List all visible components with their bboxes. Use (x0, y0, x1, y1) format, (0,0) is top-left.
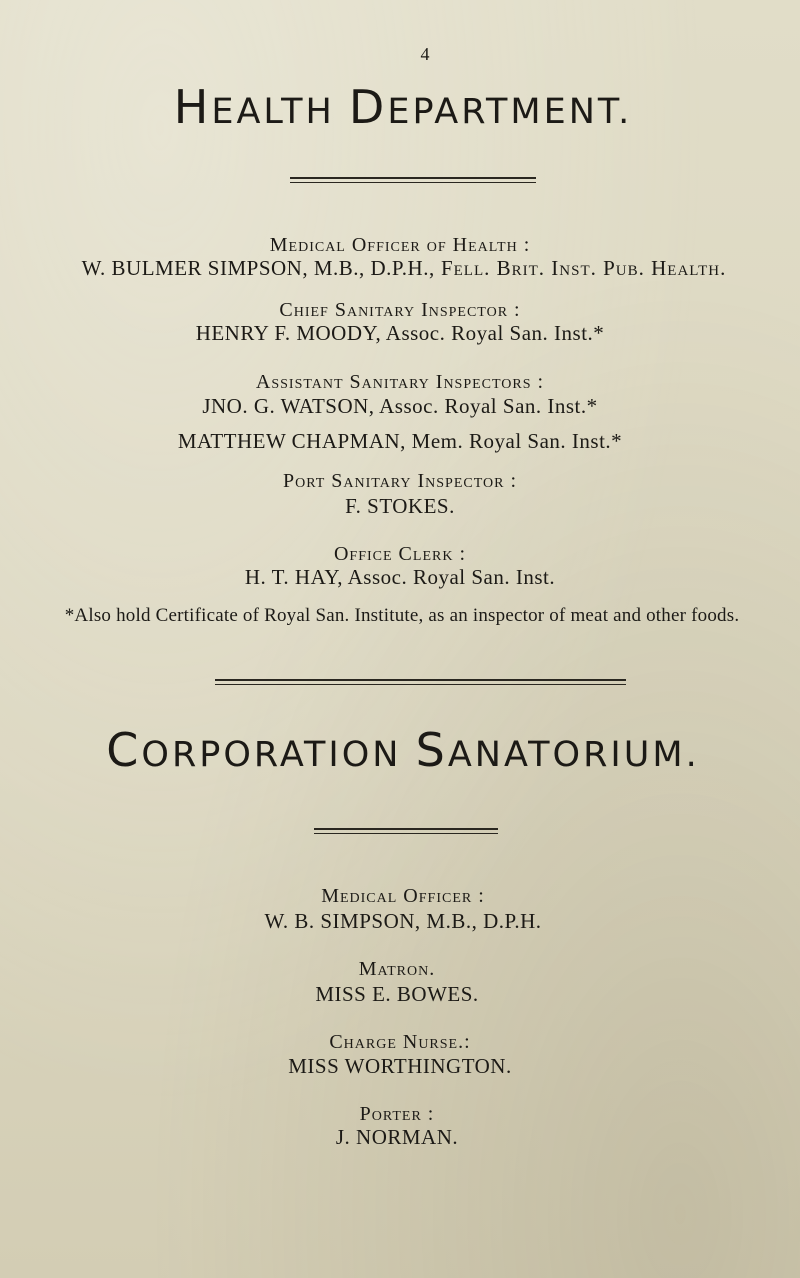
title-initial-d: D (348, 80, 388, 134)
assistant-inspector-name: JNO. G. WATSON, Assoc. Royal San. Inst.* (202, 394, 598, 418)
medical-officer-qualification: Fell. Brit. Inst. Pub. Health. (434, 256, 727, 280)
porter-name: J. NORMAN. (335, 1125, 459, 1149)
port-inspector-heading: Port Sanitary Inspector : (282, 470, 518, 492)
divider-rule (290, 177, 536, 183)
sanatorium-title (3, 723, 800, 777)
footnote: *Also hold Certificate of Royal San. Institute, as an inspector of meat and other foods. (64, 605, 740, 626)
title-rest-anatorium: ANATORIUM. (447, 735, 700, 775)
assistant-inspectors-heading: Assistant Sanitary Inspectors : (255, 371, 545, 393)
porter-heading: Porter : (359, 1103, 435, 1125)
title-rest-orporation: ORPORATION (141, 735, 416, 775)
medical-officer-name (4, 256, 800, 281)
assistant-inspector-name: MATTHEW CHAPMAN, Mem. Royal San. Inst.* (177, 429, 623, 453)
divider-rule (314, 828, 498, 834)
health-department-title (3, 80, 800, 134)
office-clerk-heading: Office Clerk : (333, 543, 466, 565)
title-initial-h: H (173, 80, 212, 134)
charge-nurse-heading: Charge Nurse.: (329, 1031, 471, 1053)
port-inspector-name: F. STOKES. (345, 494, 455, 518)
page-number: 4 (420, 44, 430, 64)
matron-heading: Matron. (358, 958, 436, 980)
sanatorium-medical-officer-name: W. B. SIMPSON, M.B., D.P.H. (264, 909, 542, 933)
office-clerk-name: H. T. HAY, Assoc. Royal San. Inst. (244, 565, 556, 589)
matron-name: MISS E. BOWES. (315, 982, 479, 1006)
medical-officer-heading: Medical Officer of Health : (269, 234, 531, 256)
charge-nurse-name: MISS WORTHINGTON. (288, 1054, 512, 1078)
title-initial-c: C (106, 723, 142, 777)
title-initial-s: S (415, 723, 448, 777)
title-rest-ealth: EALTH (211, 92, 349, 132)
chief-inspector-heading: Chief Sanitary Inspector : (279, 299, 521, 321)
medical-officer-name-text: W. BULMER SIMPSON, M.B., D.P.H., (81, 256, 435, 280)
chief-inspector-name: HENRY F. MOODY, Assoc. Royal San. Inst.* (195, 321, 605, 345)
divider-rule (215, 679, 626, 685)
title-rest-epartment: EPARTMENT. (387, 92, 633, 132)
sanatorium-medical-officer-heading: Medical Officer : (321, 885, 485, 907)
